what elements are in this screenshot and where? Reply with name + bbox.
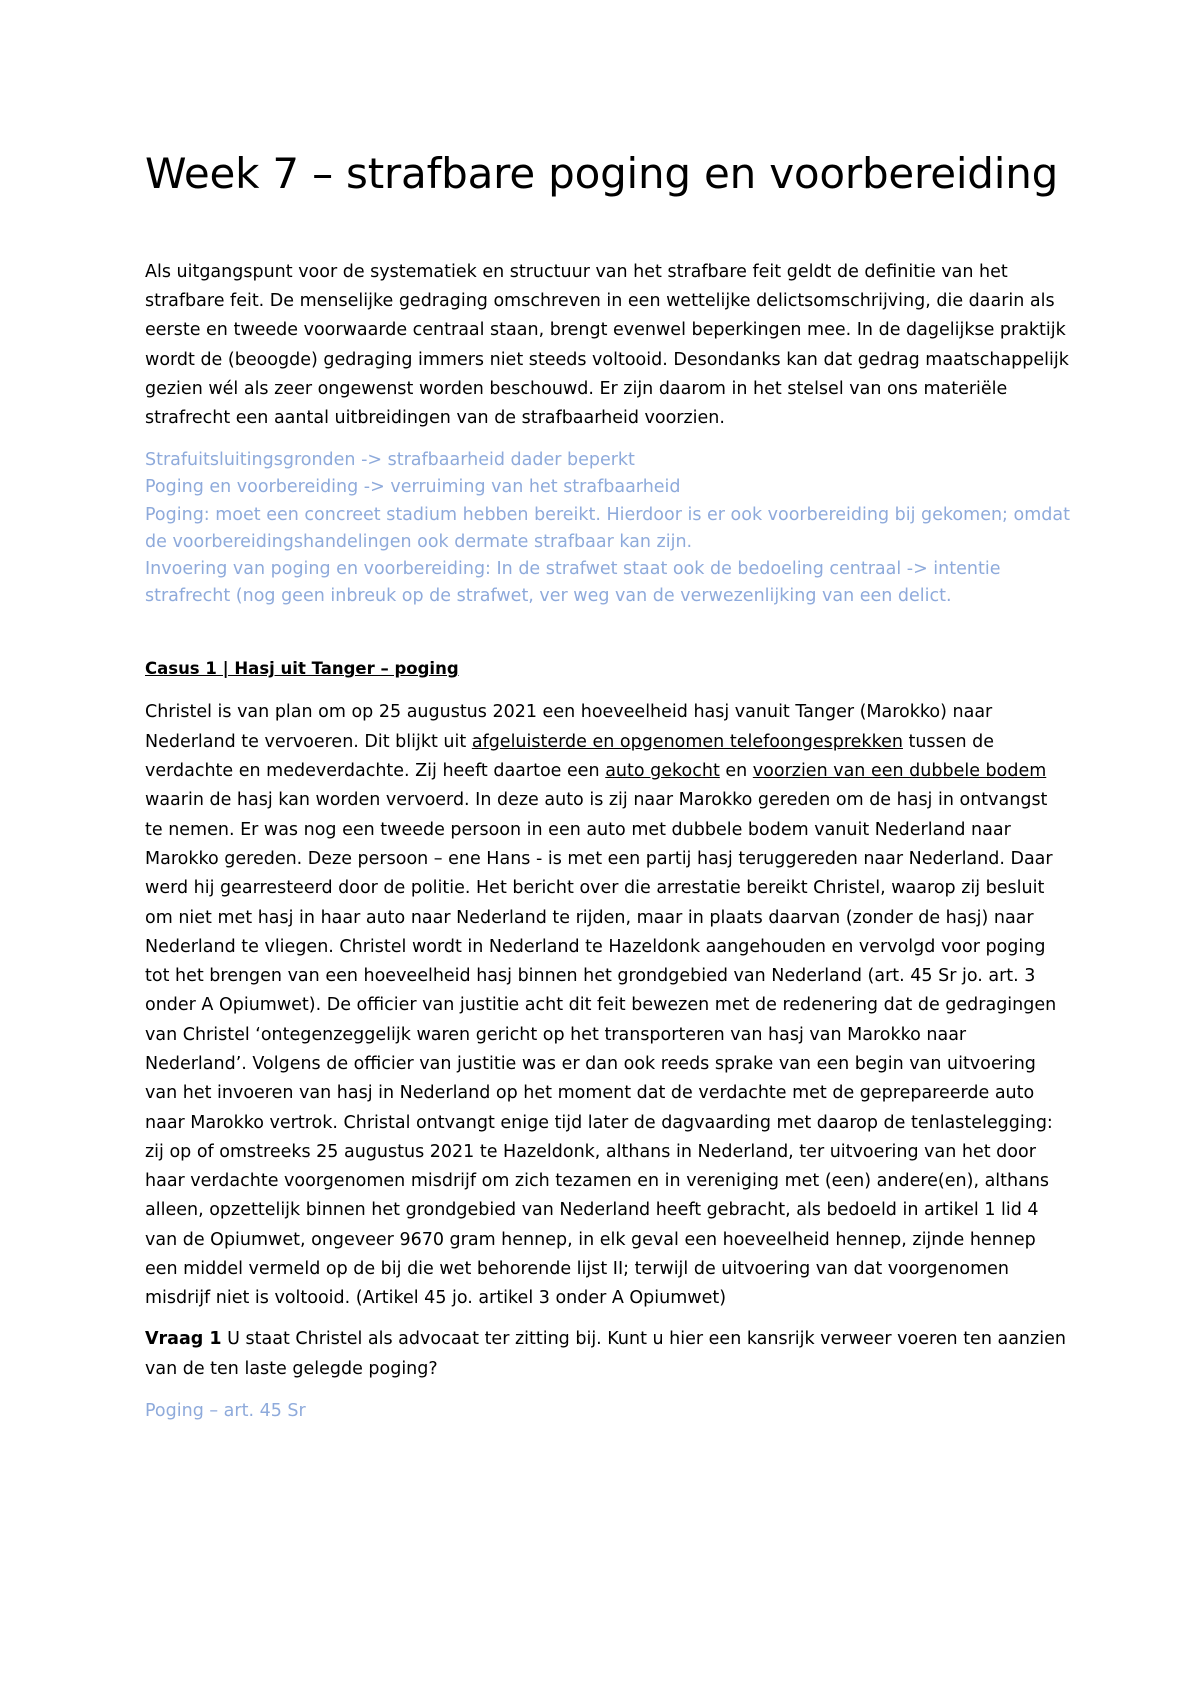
- case-text-segment: waarin de hasj kan worden vervoerd. In deze auto is zij naar Marokko gereden om de hasj in ontvangst te nemen. Er was nog een tweede persoon in een auto met dubbele bodem vanuit Nederland naar Marokko gereden. Deze persoon – ene Hans - is met een partij hasj teruggereden naar Nederland. Daar werd hij gearresteerd door de politie. Het bericht over die arrestatie bereikt Christel, waarop zij besluit om niet met hasj in haar auto naar Nederland te rijden, maar in plaats daarvan (zonder de hasj) naar Nederland te vliegen. Christel wordt in Nederland te Hazeldonk aangehouden en vervolgd voor poging tot het brengen van een hoeveelheid hasj binnen het grondgebied van Nederland (art. 45 Sr jo. art. 3 onder A Opiumwet). De officier van justitie acht dit feit bewezen met de redenering dat de gedragingen van Christel ‘ontegenzeggelijk waren gericht op het transporteren van hasj van Marokko naar Nederland’. Volgens de officier van justitie was er dan ook reeds sprake van een begin van uitvoering van het invoeren van hasj in Nederland op het moment dat de verdachte met de geprepareerde auto naar Marokko vertrok. Christal ontvangt enige tijd later de dagvaarding met daarop de tenlastelegging: zij op of omstreeks 25 augustus 2021 te Hazeldonk, althans in Nederland, ter uitvoering van het door haar verdachte voorgenomen misdrijf om zich tezamen en in vereniging met (een) andere(en), althans alleen, opzettelijk binnen het grondgebied van Nederland heeft gebracht, als bedoeld in artikel 1 lid 4 van de Opiumwet, ongeveer 9670 gram hennep, in elk geval een hoeveelheid hennep, zijnde hennep een middel vermeld op de bij die wet behorende lijst II; terwijl de uitvoering van dat voorgenomen misdrijf niet is voltooid. (Artikel 45 jo. artikel 3 onder A Opiumwet): [145, 790, 1057, 1309]
- note-line: Poging en voorbereiding -> verruiming van het strafbaarheid: [145, 477, 681, 498]
- underlined-phrase: afgeluisterde en opgenomen telefoongesprekken: [471, 731, 903, 752]
- underlined-phrase: auto gekocht: [605, 761, 720, 782]
- answer-note: Poging – art. 45 Sr: [145, 1400, 306, 1421]
- case-heading: Casus 1 | Hasj uit Tanger – poging: [145, 659, 459, 679]
- page-title: Week 7 – strafbare poging en voorbereiding: [145, 149, 1059, 198]
- case-paragraph: [145, 698, 1070, 1313]
- intro-paragraph: Als uitgangspunt voor de systematiek en structuur van het strafbare feit geldt de definitie van het strafbare feit. De menselijke gedraging omschreven in een wettelijke delictsomschrijving, die daarin als eerste en tweede voorwaarde centraal staan, brengt evenwel beperkingen mee. In de dagelijkse praktijk wordt de (beoogde) gedraging immers niet steeds voltooid. Desondanks kan dat gedrag maatschappelijk gezien wél als zeer ongewenst worden beschouwd. Er zijn daarom in het stelsel van ons materiële strafrecht een aantal uitbreidingen van de strafbaarheid voorzien.: [145, 262, 1069, 429]
- case-text-segment: tussen de verdachte en medeverdachte. Zij heeft daartoe een: [145, 731, 994, 782]
- document-content: [145, 146, 1070, 1426]
- question-paragraph: [145, 1324, 1070, 1384]
- underlined-phrase: voorzien van een dubbele bodem: [752, 761, 1047, 782]
- case-text-segment: Christel is van plan om op 25 augustus 2021 een hoeveelheid hasj vanuit Tanger (Marokko) naar Nederland te vervoeren. Dit blijkt uit: [145, 702, 993, 752]
- question-text: U staat Christel als advocaat ter zitting bij. Kunt u hier een kansrijk verweer voeren ten aanzien van de ten laste gelegde poging?: [145, 1328, 1066, 1379]
- note-line: Strafuitsluitingsgronden -> strafbaarheid dader beperkt: [145, 450, 635, 471]
- note-line: Invoering van poging en voorbereiding: In de strafwet staat ook de bedoeling centraal -> intentie strafrecht (nog geen inbreuk op de strafwet, ver weg van de verwezenlijking van een delict.: [145, 559, 1001, 607]
- notes-block: [145, 447, 1070, 610]
- question-label: Vraag 1: [145, 1328, 222, 1349]
- note-line: Poging: moet een concreet stadium hebben bereikt. Hierdoor is er ook voorbereiding bij gekomen; omdat de voorbereidingshandelingen ook dermate strafbaar kan zijn.: [145, 504, 1070, 552]
- case-text-segment: en: [719, 761, 753, 782]
